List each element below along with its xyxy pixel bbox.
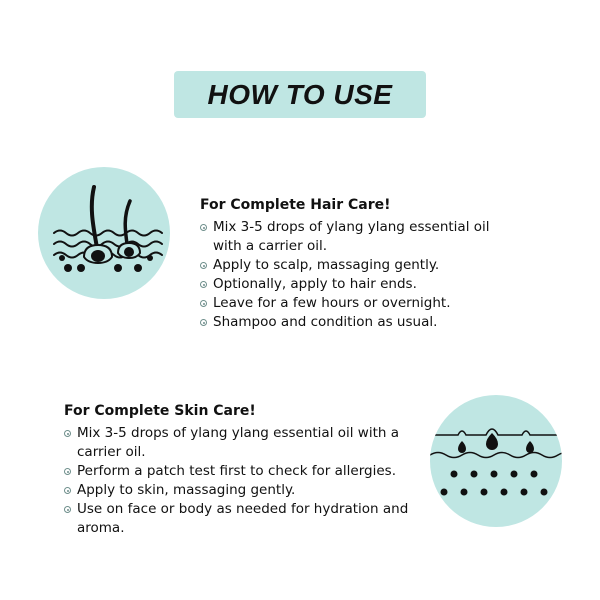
bullet-icon bbox=[200, 224, 207, 231]
list-item: Perform a patch test first to check for allergies. bbox=[64, 462, 414, 481]
title-banner bbox=[174, 71, 426, 118]
list-item: Optionally, apply to hair ends. bbox=[200, 275, 500, 294]
bullet-icon bbox=[64, 430, 71, 437]
skin-care-steps bbox=[64, 424, 414, 538]
bullet-icon bbox=[200, 281, 207, 288]
bullet-icon bbox=[200, 300, 207, 307]
page-title: HOW TO USE bbox=[207, 78, 393, 110]
bullet-icon bbox=[64, 506, 71, 513]
skin-care-section bbox=[64, 402, 414, 538]
list-item: Leave for a few hours or overnight. bbox=[200, 294, 500, 313]
bullet-icon bbox=[200, 262, 207, 269]
hair-care-heading: For Complete Hair Care! bbox=[200, 197, 391, 213]
list-item: Use on face or body as needed for hydration and aroma. bbox=[64, 500, 414, 538]
hair-follicle-icon bbox=[38, 167, 170, 299]
list-item: Apply to scalp, massaging gently. bbox=[200, 256, 500, 275]
list-item: Mix 3-5 drops of ylang ylang essential oil with a carrier oil. bbox=[64, 424, 414, 462]
hair-care-section bbox=[200, 196, 500, 332]
skin-layers-icon bbox=[430, 395, 562, 527]
list-item: Shampoo and condition as usual. bbox=[200, 313, 500, 332]
bullet-icon bbox=[200, 319, 207, 326]
bullet-icon bbox=[64, 487, 71, 494]
skin-care-heading: For Complete Skin Care! bbox=[64, 403, 256, 419]
list-item: Mix 3-5 drops of ylang ylang essential oil with a carrier oil. bbox=[200, 218, 500, 256]
list-item: Apply to skin, massaging gently. bbox=[64, 481, 414, 500]
hair-care-steps bbox=[200, 218, 500, 332]
bullet-icon bbox=[64, 468, 71, 475]
